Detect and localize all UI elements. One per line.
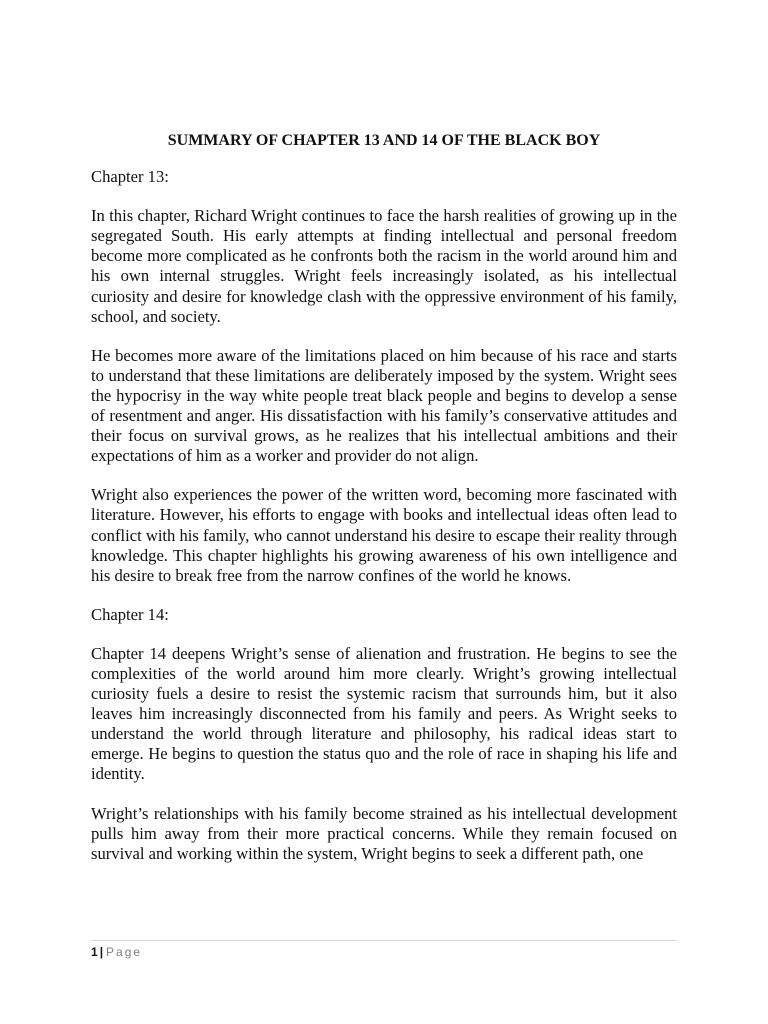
chapter-14-paragraph-1: Chapter 14 deepens Wright’s sense of alienation and frustration. He begins to see the complexities of the world around him more clearly. Wright’s growing intellectual curiosity fuels a desire to resist the systemic racism that surrounds him, but it also leaves him increasingly disconnected from his family and peers. As Wright seeks to understand the world through literature and philosophy, his radical ideas start to emerge. He begins to question the status quo and the role of race in shaping his life and identity.: [91, 643, 677, 784]
footer-separator: |: [99, 945, 104, 959]
chapter-14-paragraph-2: Wright’s relationships with his family become strained as his intellectual development pulls him away from their more practical concerns. While they remain focused on survival and working within the system, Wright begins to seek a different path, one: [91, 803, 677, 863]
document-body: [91, 131, 677, 883]
page-footer: [91, 940, 677, 960]
chapter-13-paragraph-2: He becomes more aware of the limitations placed on him because of his race and starts to understand that these limitations are deliberately imposed by the system. Wright sees the hypocrisy in the way white people treat black people and begins to develop a sense of resentment and anger. His dissatisfaction with his family’s conservative attitudes and their focus on survival grows, as he realizes that his intellectual ambitions and their expectations of him as a worker and provider do not align.: [91, 345, 677, 466]
chapter-13-heading: Chapter 13:: [91, 167, 169, 187]
chapter-13-paragraph-3: Wright also experiences the power of the written word, becoming more fascinated with literature. However, his efforts to engage with books and intellectual ideas often lead to conflict with his family, who cannot understand his desire to escape their reality through knowledge. This chapter highlights his growing awareness of his own intelligence and his desire to break free from the narrow confines of the world he knows.: [91, 485, 677, 585]
chapter-14-heading: Chapter 14:: [91, 604, 169, 624]
chapter-13-paragraph-1: In this chapter, Richard Wright continues to face the harsh realities of growing up in the segregated South. His early attempts at finding intellectual and personal freedom become more complicated as he confronts both the racism in the world around him and his own internal struggles. Wright feels increasingly isolated, as his intellectual curiosity and desire for knowledge clash with the oppressive environment of his family, school, and society.: [91, 206, 677, 326]
page-label: Page: [106, 945, 143, 959]
document-title: SUMMARY OF CHAPTER 13 AND 14 OF THE BLACK BOY: [167, 132, 601, 149]
page-number: 1: [91, 945, 98, 959]
